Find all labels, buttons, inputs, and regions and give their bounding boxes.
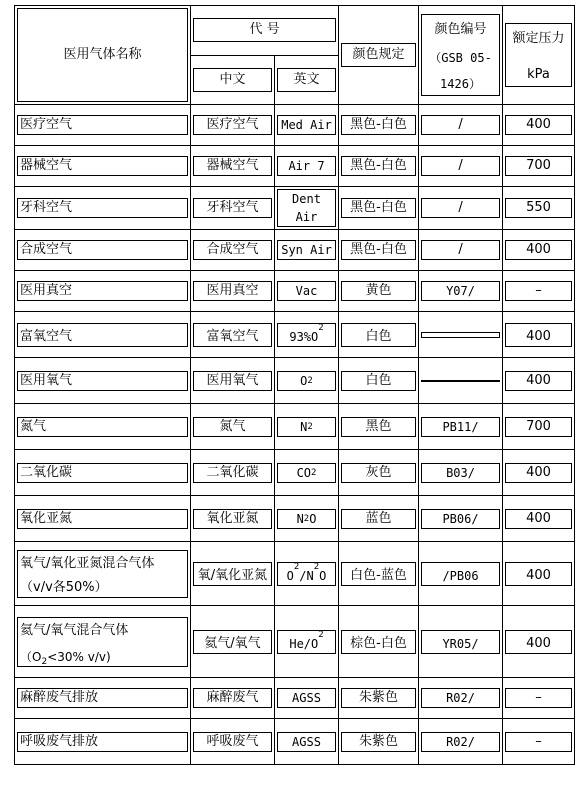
code-en: AGSS	[277, 732, 336, 752]
rated-pressure: 400	[505, 115, 572, 135]
gas-name: 合成空气	[17, 240, 188, 260]
rated-pressure: 400	[505, 323, 572, 347]
color-code: PB11/	[421, 417, 500, 437]
table-row	[15, 105, 575, 146]
header-color-code-line2: （GSB 05-	[429, 51, 492, 65]
gas-name: 氮气	[17, 417, 188, 437]
header-code: 代 号	[193, 18, 336, 42]
code-cn: 医用氧气	[193, 371, 272, 391]
table-row	[15, 230, 575, 271]
code-en: CO 2	[277, 463, 336, 483]
rated-pressure: 400	[505, 562, 572, 586]
code-en: Vac	[277, 281, 336, 301]
color-code: /PB06	[421, 562, 500, 586]
gas-name-note: （v/v各50%）	[20, 579, 108, 595]
color-code: PB06/	[421, 509, 500, 529]
color-rule: 黑色-白色	[341, 156, 416, 176]
color-rule: 黑色-白色	[341, 115, 416, 135]
header-en-cell	[275, 55, 339, 105]
code-en: He/O 2	[277, 630, 336, 654]
header-color-code-cell	[419, 6, 503, 105]
gas-name: 医疗空气	[17, 115, 188, 135]
code-cn: 氦气/氧气	[193, 630, 272, 654]
header-color-code-line3: 1426）	[440, 77, 481, 91]
rated-pressure: 550	[505, 198, 572, 218]
rated-pressure: 700	[505, 156, 572, 176]
table-row	[15, 358, 575, 404]
medical-gas-table	[14, 5, 575, 765]
color-rule: 朱紫色	[341, 688, 416, 708]
color-rule: 棕色-白色	[341, 630, 416, 654]
rated-pressure: 400	[505, 630, 572, 654]
code-cn: 氮气	[193, 417, 272, 437]
color-rule: 白色-蓝色	[341, 562, 416, 586]
gas-name: 牙科空气	[17, 198, 188, 218]
table-row	[15, 271, 575, 312]
code-en: Med Air	[277, 115, 336, 135]
header-pressure-line2: kPa	[527, 67, 550, 82]
code-en: O 2	[277, 371, 336, 391]
code-cn: 麻醉废气	[193, 688, 272, 708]
code-cn: 呼吸废气	[193, 732, 272, 752]
code-en: Syn Air	[277, 240, 336, 260]
gas-name: 氦气/氧气混合气体	[20, 622, 129, 638]
rated-pressure: 700	[505, 417, 572, 437]
header-en: 英文	[277, 68, 336, 92]
color-rule: 黑色	[341, 417, 416, 437]
rated-pressure: –	[505, 732, 572, 752]
code-en: 93%O 2	[277, 323, 336, 347]
code-en: N 2	[277, 417, 336, 437]
table-row	[15, 404, 575, 450]
gas-name: 呼吸废气排放	[17, 732, 188, 752]
header-pressure-line1: 额定压力	[512, 31, 565, 46]
color-code: YR05/	[421, 630, 500, 654]
color-code: /	[421, 198, 500, 218]
code-cn: 医疗空气	[193, 115, 272, 135]
table-row	[15, 719, 575, 765]
table-row	[15, 312, 575, 358]
color-code: R02/	[421, 732, 500, 752]
header-color-rule: 颜色规定	[341, 43, 416, 67]
color-code	[421, 332, 500, 338]
color-rule: 白色	[341, 371, 416, 391]
gas-name: 二氧化碳	[17, 463, 188, 483]
color-rule: 黑色-白色	[341, 240, 416, 260]
code-en: O 2 /N 2 O	[277, 562, 336, 586]
gas-name: 医用真空	[17, 281, 188, 301]
color-rule: 蓝色	[341, 509, 416, 529]
color-code: /	[421, 240, 500, 260]
code-cn: 氧/氧化亚氮	[193, 562, 272, 586]
color-code	[421, 380, 500, 382]
rated-pressure: 400	[505, 509, 572, 529]
color-code: R02/	[421, 688, 500, 708]
code-en: AGSS	[277, 688, 336, 708]
code-cn: 氧化亚氮	[193, 509, 272, 529]
gas-name: 麻醉废气排放	[17, 688, 188, 708]
code-en: Dent Air	[277, 189, 336, 227]
table-row	[15, 606, 575, 678]
code-en: N 2 O	[277, 509, 336, 529]
rated-pressure: –	[505, 281, 572, 301]
table-row	[15, 678, 575, 719]
rated-pressure: –	[505, 688, 572, 708]
code-cn: 合成空气	[193, 240, 272, 260]
header-pressure-cell	[503, 6, 575, 105]
rated-pressure: 400	[505, 463, 572, 483]
gas-name: 氧气/氧化亚氮混合气体	[20, 555, 155, 571]
code-cn: 器械空气	[193, 156, 272, 176]
header-code-cell	[191, 6, 339, 56]
table-row	[15, 496, 575, 542]
header-color-code-line1: 颜色编号	[434, 22, 487, 37]
header-cn-cell	[191, 55, 275, 105]
gas-name: 富氧空气	[17, 323, 188, 347]
color-code: /	[421, 156, 500, 176]
rated-pressure: 400	[505, 240, 572, 260]
table-row	[15, 542, 575, 606]
color-code: /	[421, 115, 500, 135]
table-row	[15, 450, 575, 496]
color-rule: 白色	[341, 323, 416, 347]
header-color-rule-cell	[339, 6, 419, 105]
code-cn: 富氧空气	[193, 323, 272, 347]
table-row	[15, 146, 575, 187]
header-name-cell	[15, 6, 191, 105]
gas-name-note: （$O_2<30\%$ v/v)	[20, 649, 111, 667]
color-code: B03/	[421, 463, 500, 483]
table-row	[15, 187, 575, 230]
color-rule: 朱紫色	[341, 732, 416, 752]
gas-name: 医用氧气	[17, 371, 188, 391]
code-cn: 医用真空	[193, 281, 272, 301]
color-rule: 黑色-白色	[341, 198, 416, 218]
rated-pressure: 400	[505, 371, 572, 391]
code-cn: 牙科空气	[193, 198, 272, 218]
gas-name: 器械空气	[17, 156, 188, 176]
code-cn: 二氧化碳	[193, 463, 272, 483]
gas-name: 氧化亚氮	[17, 509, 188, 529]
header-name: 医用气体名称	[17, 8, 188, 102]
color-code: Y07/	[421, 281, 500, 301]
code-en: Air 7	[277, 156, 336, 176]
color-rule: 灰色	[341, 463, 416, 483]
color-rule: 黄色	[341, 281, 416, 301]
header-cn: 中文	[193, 68, 272, 92]
